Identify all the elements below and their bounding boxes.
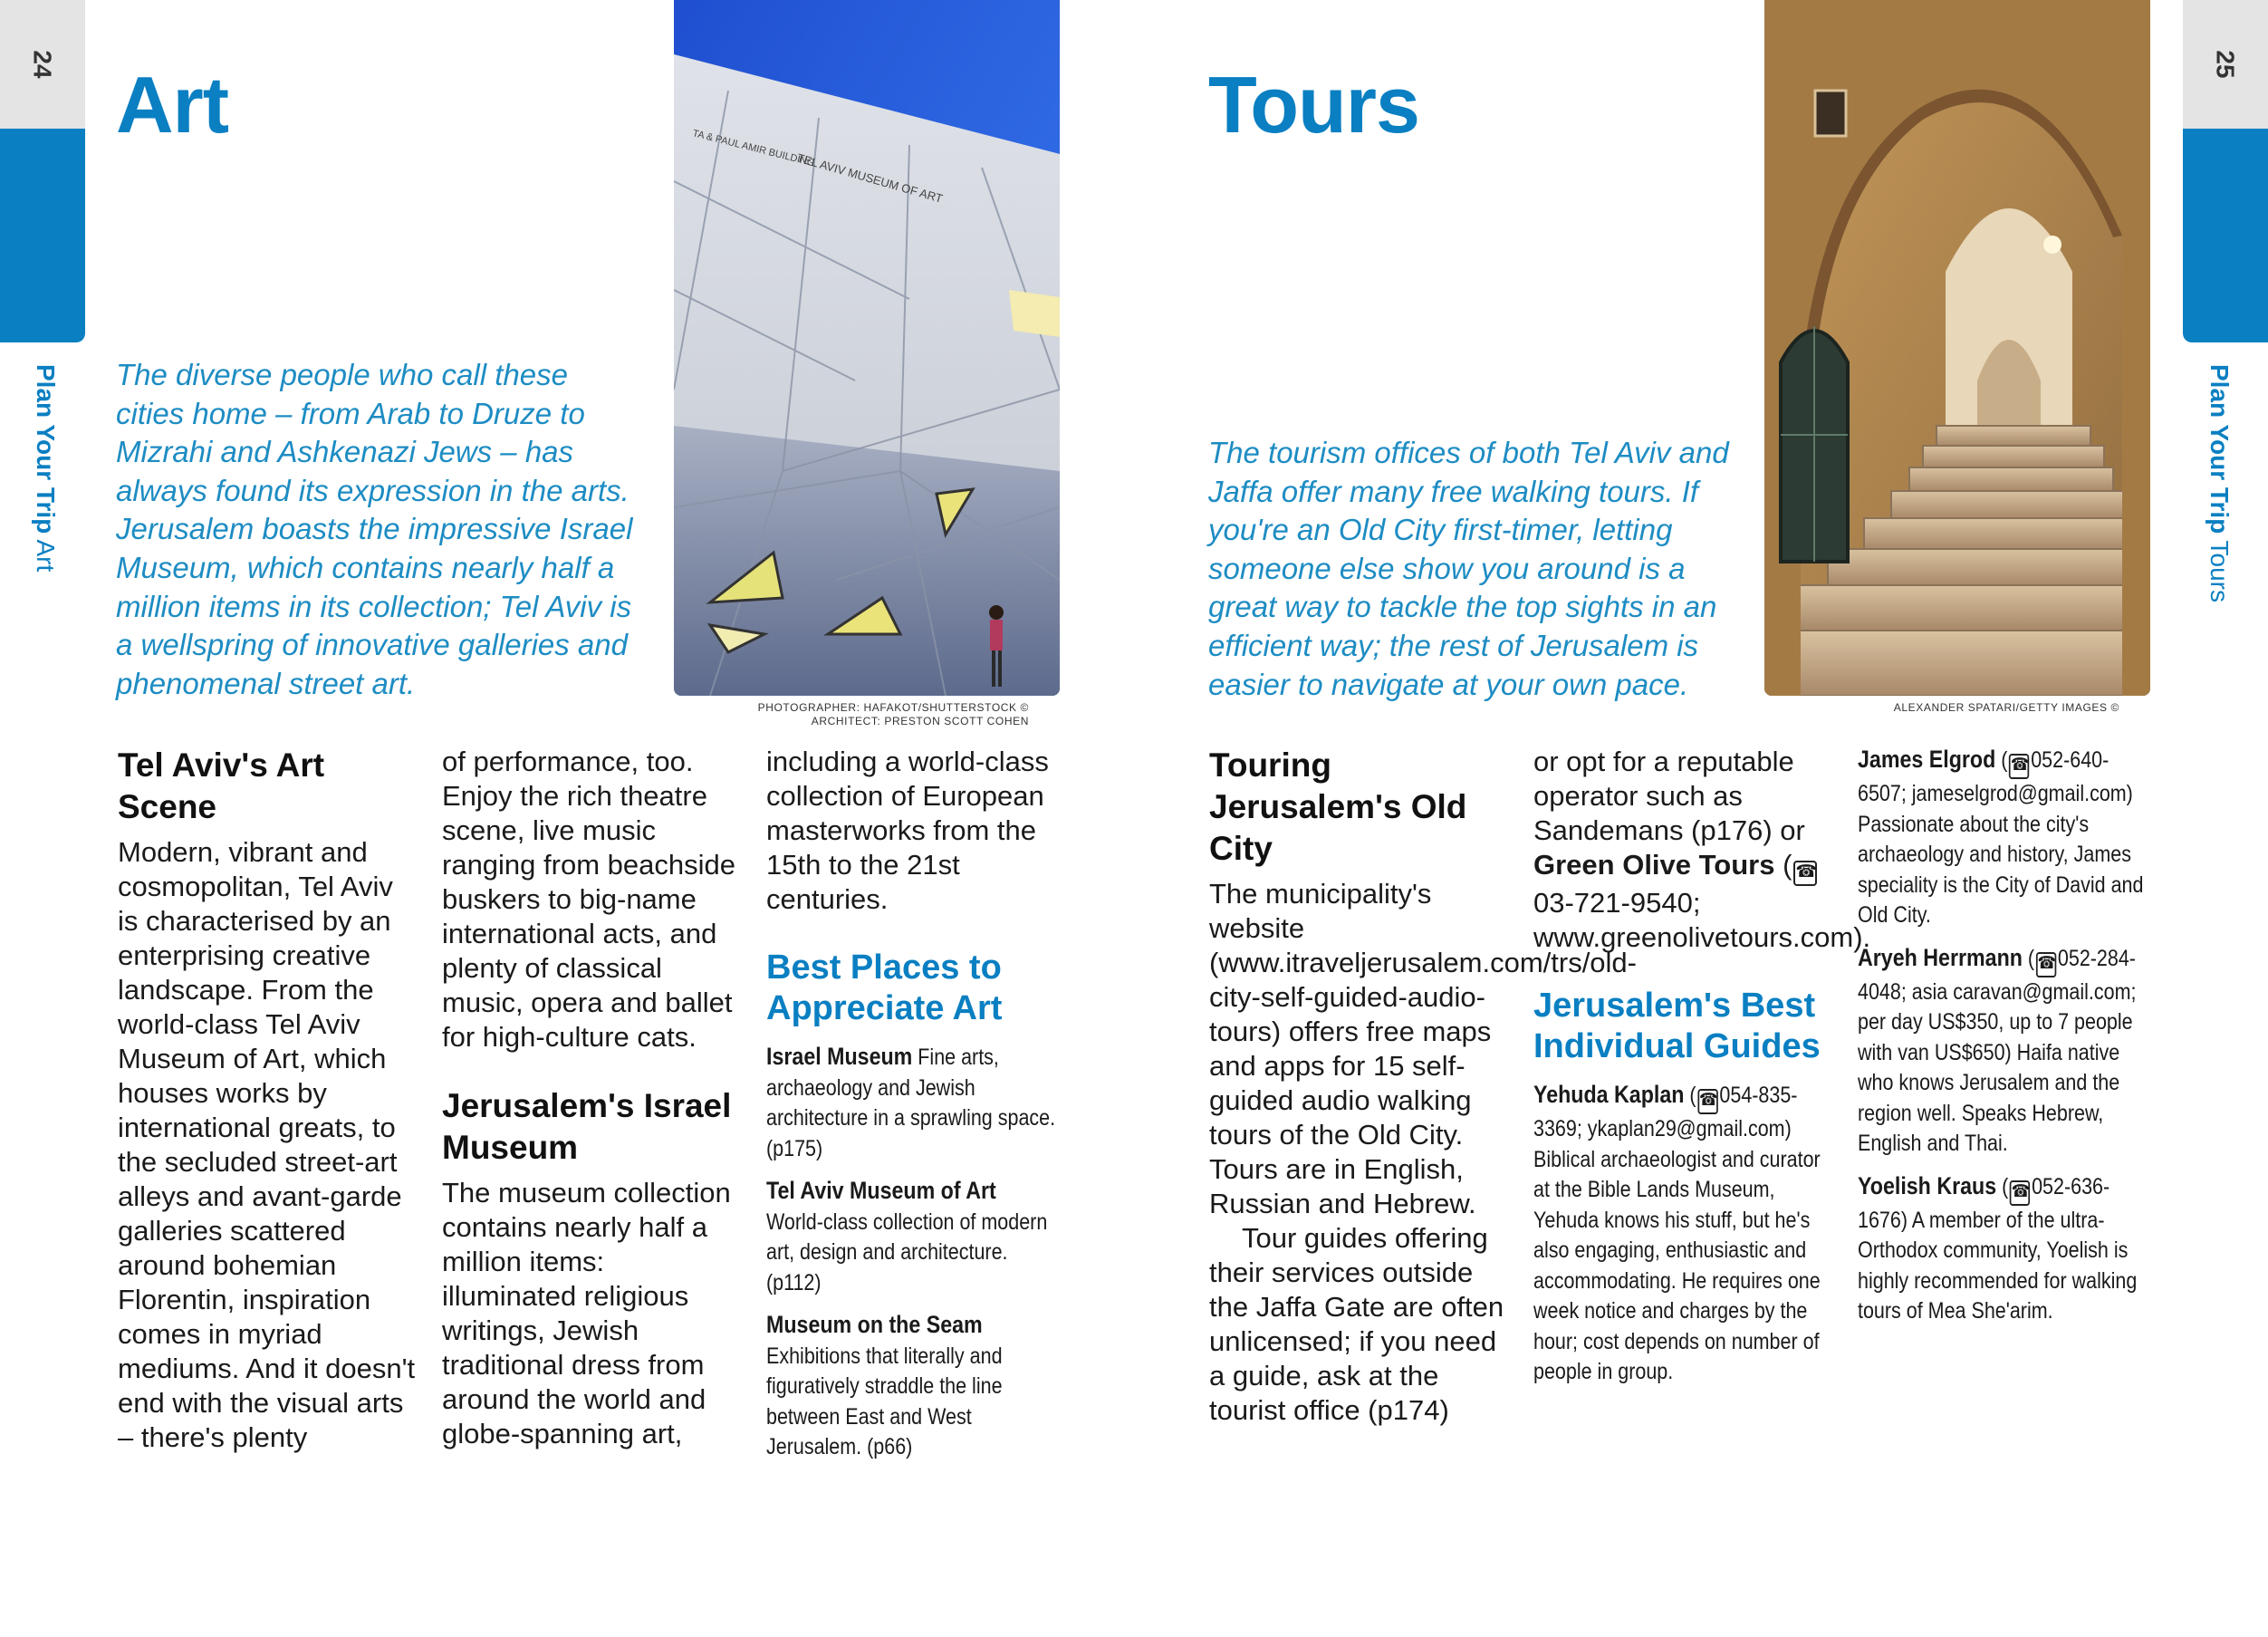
- side-label-bold-right: Plan Your Trip: [2206, 364, 2234, 534]
- art-column-2: [442, 745, 741, 1451]
- art-column-1: [118, 745, 417, 1455]
- side-label-light-right: Tours: [2206, 540, 2234, 602]
- page-number-right: 25: [2212, 50, 2240, 79]
- body-masterworks: including a world-class collection of European masterworks from the 15th to the 21st centuries.: [766, 746, 1049, 915]
- phone-icon: ☎: [2010, 1180, 2030, 1206]
- list-item: [766, 1176, 1055, 1298]
- place-desc: World-class collection of modern art, design and architecture. (p112): [766, 1208, 1048, 1295]
- guide-phone: 054-835-3369; ykaplan29@gmail.com): [1533, 1083, 1798, 1141]
- list-item: Yehuda Kaplan ( ☎054-835-3369; ykaplan29@gmail.com) Biblical archaeologist and curator at the Bible Lands Museum, Yehuda knows his stuff, but he's also engaging, enthusiastic and accommodating. He requires one week notice and charges by the hour; cost depends on number of people in group.: [1533, 1081, 1821, 1384]
- phone-icon: ☎: [1793, 861, 1817, 886]
- guide-desc: A member of the ultra-Orthodox community, Yoelish is highly recommended for walking tours of Mea She'arim.: [1858, 1207, 2138, 1324]
- place-name: Tel Aviv Museum of Art: [766, 1177, 996, 1204]
- place-desc: Fine arts, archaeology and Jewish architecture in a sprawling space. (p175): [766, 1045, 1056, 1161]
- list-item: Yoelish Kraus ( ☎052-636-1676) A member of the ultra-Orthodox community, Yoelish is highly recommended for walking tours of Mea She'arim.: [1858, 1171, 2138, 1324]
- photo-credit-art: [674, 701, 1029, 728]
- page-title-art: Art: [116, 60, 229, 149]
- heading-best-places-art: Best Places to Appreciate Art: [766, 948, 1003, 1027]
- guide-phone: 052-284-4048; asia caravan@gmail.com;: [1858, 945, 2137, 1005]
- guide-name: Yoelish Kraus: [1858, 1171, 1997, 1199]
- heading-israel-museum: Jerusalem's Israel Museum: [442, 1087, 732, 1166]
- page-number-tab-left: [0, 0, 85, 129]
- photo-sign-2: TEL AVIV MUSEUM OF ART: [795, 150, 945, 206]
- phone-icon: ☎: [2009, 754, 2029, 779]
- photo-sign-1: TA & PAUL AMIR BUILDING: [691, 128, 816, 169]
- guides-list: [1858, 745, 2147, 1327]
- list-item: Aryeh Herrmann ( ☎052-284-4048; asia caravan@gmail.com; per day US$350, up to 7 people with van US$650) Haifa native who knows Jerusalem and the region well. Speaks Hebrew, English and Thai.: [1858, 943, 2137, 1156]
- photo-credit-art-2: ARCHITECT: PRESTON SCOTT COHEN: [811, 715, 1029, 727]
- photo-jerusalem-alley: [1764, 0, 2150, 696]
- phone-icon: ☎: [2036, 952, 2056, 977]
- photo-credit-art-1: PHOTOGRAPHER: HAFAKOT/SHUTTERSTOCK ©: [757, 701, 1029, 714]
- photo-tel-aviv-museum: [674, 0, 1060, 696]
- intro-tours: The tourism offices of both Tel Aviv and Jaffa offer many free walking tours. If you're an Old City first-timer, letting someone else show you around is a great way to tackle the top sights in an efficient way; the rest of Jerusalem is easier to navigate at your own pace.: [1208, 436, 1729, 701]
- body-performance: of performance, too. Enjoy the rich theatre scene, live music ranging from beachside buskers to big-name international acts, and plenty of classical music, opera and ballet for high-culture cats.: [442, 746, 735, 1053]
- body-tour-guides: Tour guides offering their services outside the Jaffa Gate are often unlicensed; if you need a guide, ask at the tourist office (p174): [1209, 1222, 1504, 1426]
- body-operator: or opt for a reputable operator such as Sandemans (p176) or Green Olive Tours ( ☎03-721-9540; www.greenolivetours.com).: [1533, 746, 1871, 953]
- side-label-left: [31, 364, 60, 572]
- museum-illustration: [674, 0, 1060, 696]
- body-israel-museum: The museum collection contains nearly half a million items: illuminated religious writings, Jewish traditional dress from around the world and globe-spanning art,: [442, 1177, 731, 1449]
- photo-credit-tours-text: ALEXANDER SPATARI/GETTY IMAGES ©: [1893, 701, 2119, 714]
- guide-entry-1: [1533, 1080, 1831, 1388]
- page-title-tours: Tours: [1208, 60, 1419, 149]
- heading-tel-aviv-art-scene: Tel Aviv's Art Scene: [118, 746, 325, 825]
- body-municipality: The municipality's website (www.itraveljerusalem.com/trs/old-city-self-guided-audio-tours) offers free maps and apps for 15 self-guided audio walking tours of the Old City. Tours are in English, Russian and Hebrew.: [1209, 878, 1637, 1219]
- side-label-light-left: Art: [32, 539, 60, 573]
- places-list: [766, 1042, 1055, 1463]
- place-name: Museum on the Seam: [766, 1311, 983, 1338]
- body-tel-aviv-art-scene: Modern, vibrant and cosmopolitan, Tel Aviv is characterised by an enterprising creative landscape. From the world-class Tel Aviv Museum of Art, which houses works by international greats, to the secluded street-art alleys and avant-garde galleries scattered around bohemian Florentin, inspiration comes in myriad mediums. And it doesn't end with the visual arts – there's plenty: [118, 836, 416, 1453]
- guide-name: Aryeh Herrmann: [1858, 943, 2023, 971]
- page-number-left: 24: [29, 50, 57, 79]
- intro-art: The diverse people who call these cities home – from Arab to Druze to Mizrahi and Ashkenazi Jews – has always found its expression in the arts. Jerusalem boasts the impressive Israel Museum, which contains nearly half a million items in its collection; Tel Aviv is a wellspring of innovative galleries and phenomenal street art.: [116, 358, 633, 700]
- tours-column-2: [1533, 745, 1871, 1400]
- list-item: [766, 1042, 1055, 1164]
- operator-text: or opt for a reputable operator such as Sandemans (p176) or: [1533, 746, 1805, 846]
- side-label-bold-left: Plan Your Trip: [32, 364, 60, 534]
- place-desc: Exhibitions that literally and figuratively straddle the line between East and West Jerusalem. (p66): [766, 1343, 1003, 1459]
- tours-column-3: [1858, 745, 2148, 1339]
- page-number-tab-right: [2183, 0, 2268, 129]
- photo-credit-tours: [1764, 701, 2119, 715]
- heading-best-guides: Jerusalem's Best Individual Guides: [1533, 987, 1821, 1065]
- guide-desc: Passionate about the city's archaeology and history, James speciality is the City of David and Old City.: [1858, 811, 2144, 928]
- guide-desc: Biblical archaeologist and curator at the Bible Lands Museum, Yehuda knows his stuff, but he's also engaging, enthusiastic and accommodating. He requires one week notice and charges by the hour; cost depends on number of people in group.: [1533, 1146, 1821, 1384]
- guide-desc: per day US$350, up to 7 people with van US$650) Haifa native who knows Jerusalem and the region well. Speaks Hebrew, English and Thai.: [1858, 1009, 2133, 1156]
- alley-illustration: [1764, 0, 2150, 696]
- side-label-right: [2205, 364, 2234, 602]
- list-item: James Elgrod ( ☎052-640-6507; jameselgrod@gmail.com) Passionate about the city's archaeology and history, James speciality is the City of David and Old City.: [1858, 746, 2144, 928]
- chapter-tab-left: [0, 129, 85, 342]
- guide-phone: 052-636-1676): [1858, 1173, 2110, 1233]
- guide-name: Yehuda Kaplan: [1533, 1081, 1685, 1108]
- art-column-3: [766, 745, 1056, 1475]
- heading-touring-old-city: Touring Jerusalem's Old City: [1209, 746, 1467, 867]
- list-item: [766, 1310, 1055, 1463]
- guide-name: James Elgrod: [1858, 746, 1996, 773]
- place-name: Israel Museum: [766, 1043, 913, 1070]
- guide-phone: 052-640-6507; jameselgrod@gmail.com): [1858, 747, 2133, 806]
- operator-name: Green Olive Tours: [1533, 849, 1775, 881]
- phone-icon: ☎: [1697, 1089, 1717, 1114]
- operator-phone: 03-721-9540; www.greenolivetours.com).: [1533, 887, 1871, 953]
- chapter-tab-right: [2183, 129, 2268, 342]
